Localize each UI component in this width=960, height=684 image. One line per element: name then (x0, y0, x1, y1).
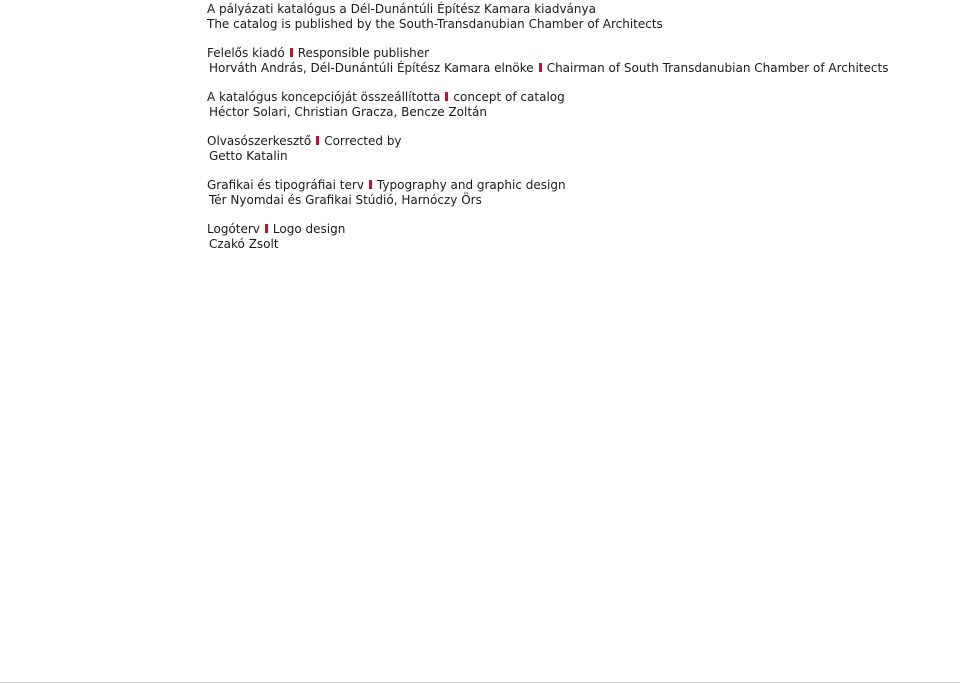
credit-name: Héctor Solari, Christian Gracza, Bencze Zoltán (209, 105, 487, 119)
separator-bar (539, 63, 542, 72)
credit-role (207, 134, 947, 149)
separator-bar (316, 136, 319, 145)
credit-role (207, 90, 947, 105)
colophon (207, 0, 947, 252)
credit-name: Getto Katalin (209, 149, 288, 163)
credit-design (207, 178, 947, 208)
role-hu: Felelős kiadó (207, 46, 285, 60)
intro-line-hu: A pályázati katalógus a Dél-Dunántúli Építész Kamara kiadványa (207, 2, 596, 16)
role-en: Typography and graphic design (376, 178, 566, 192)
credit-corrector (207, 134, 947, 164)
role-en: concept of catalog (453, 90, 565, 104)
role-hu: A katalógus koncepcióját összeállította (207, 90, 441, 104)
credit-role (207, 178, 947, 193)
credit-logo (207, 222, 947, 252)
intro-line-en: The catalog is published by the South-Transdanubian Chamber of Architects (207, 17, 663, 31)
intro-block (207, 0, 947, 32)
separator-bar (369, 180, 372, 189)
separator-bar (265, 224, 268, 233)
name-hu: Horváth András, Dél-Dunántúli Építész Kamara elnöke (209, 61, 534, 75)
role-hu: Grafikai és tipográfiai terv (207, 178, 364, 192)
role-en: Logo design (272, 222, 346, 236)
separator-bar (290, 48, 293, 57)
credit-name (207, 61, 947, 76)
credit-role (207, 222, 947, 237)
credit-name: Czakó Zsolt (209, 237, 279, 251)
credit-publisher (207, 46, 947, 76)
role-en: Responsible publisher (297, 46, 430, 60)
role-en: Corrected by (324, 134, 402, 148)
bottom-divider (0, 682, 960, 683)
credit-concept (207, 90, 947, 120)
role-hu: Logóterv (207, 222, 260, 236)
credit-name: Tér Nyomdai és Grafikai Stúdió, Harnóczy Örs (209, 193, 482, 207)
separator-bar (445, 92, 448, 101)
role-hu: Olvasószerkesztő (207, 134, 312, 148)
credit-role (207, 46, 947, 61)
name-en: Chairman of South Transdanubian Chamber of Architects (546, 61, 889, 75)
